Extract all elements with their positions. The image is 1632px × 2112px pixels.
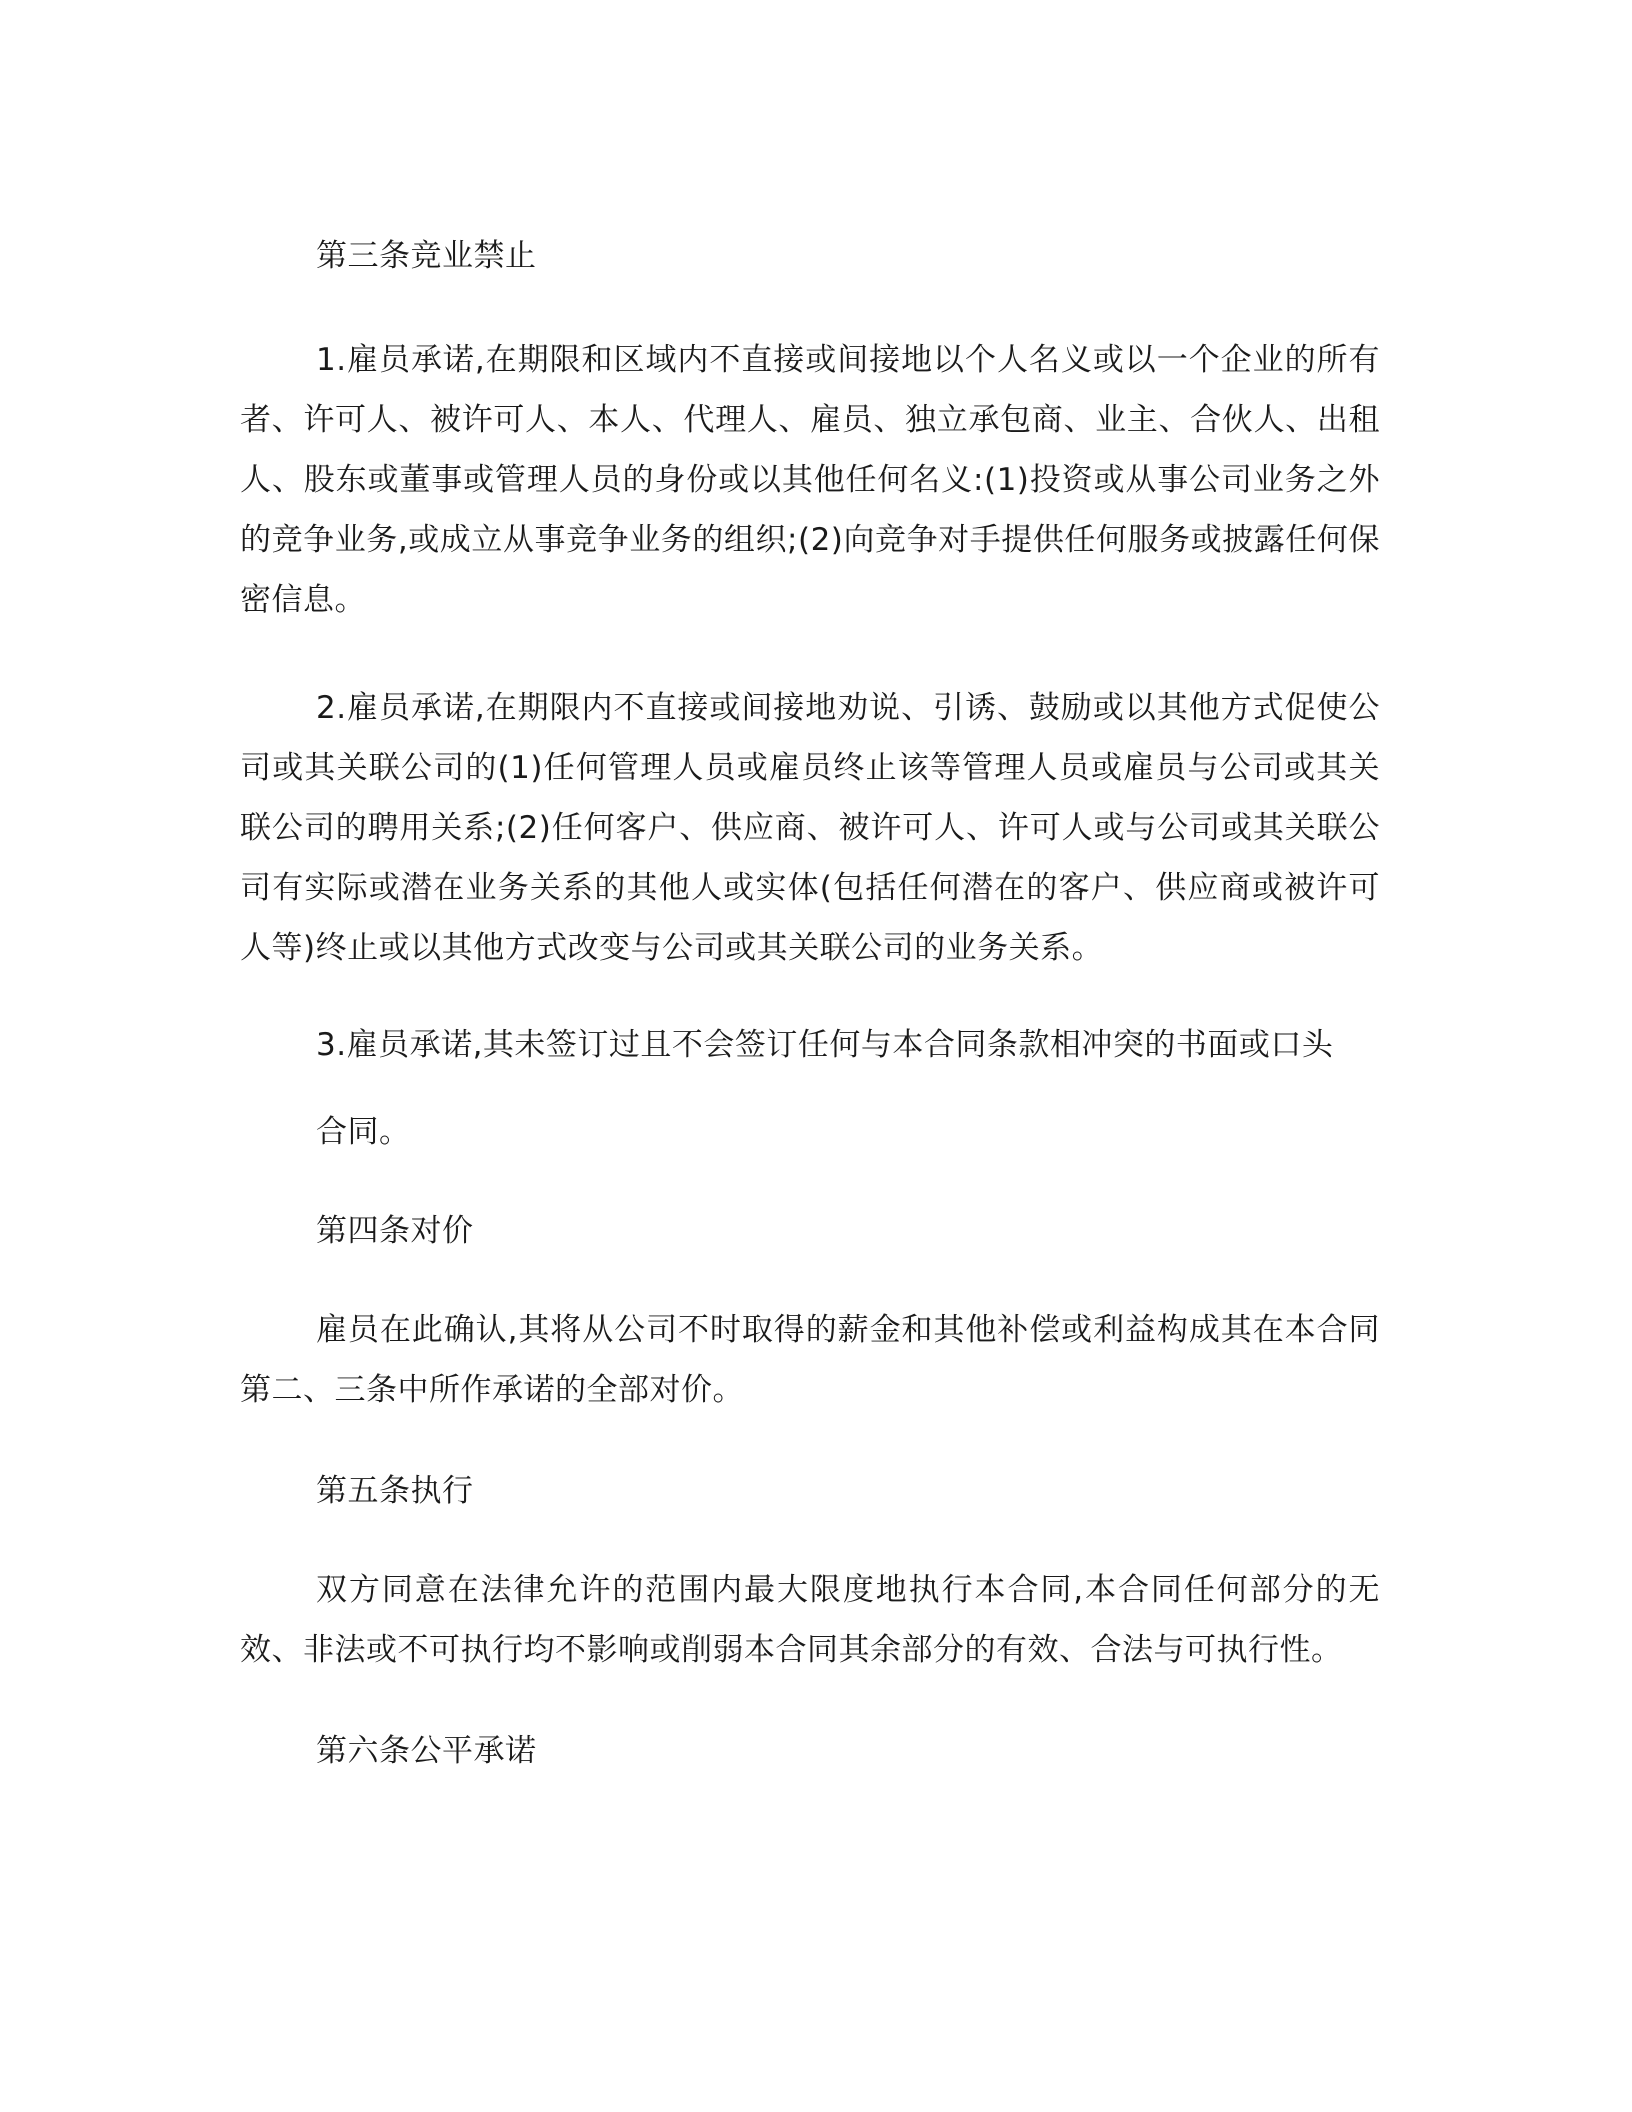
- clause-3-2: 2.雇员承诺,在期限内不直接或间接地劝说、引诱、鼓励或以其他方式促使公司或其关联公司的(1)任何管理人员或雇员终止该等管理人员或雇员与公司或其关联公司的聘用关系;(2)任何客户、供应商、被许可人、许可人或与公司或其关联公司有实际或潜在业务关系的其他人或实体(包括任何潜在的客户、供应商或被许可人等)终止或以其他方式改变与公司或其关联公司的业务关系。: [240, 690, 1380, 966]
- clause-3-3-line1: 3.雇员承诺,其未签订过且不会签订任何与本合同条款相冲突的书面或口头: [316, 1027, 1334, 1063]
- article-6-heading: 第六条公平承诺: [316, 1733, 537, 1769]
- article-3-heading: 第三条竞业禁止: [316, 238, 537, 274]
- clause-3-1: 1.雇员承诺,在期限和区域内不直接或间接地以个人名义或以一个企业的所有者、许可人、被许可人、本人、代理人、雇员、独立承包商、业主、合伙人、出租人、股东或董事或管理人员的身份或以其他任何名义:(1)投资或从事公司业务之外的竞争业务,或成立从事竞争业务的组织;(2)向竞争对手提供任何服务或披露任何保密信息。: [240, 342, 1380, 618]
- clause-3-3-line2: 合同。: [316, 1114, 411, 1150]
- article-5-text: 双方同意在法律允许的范围内最大限度地执行本合同,本合同任何部分的无效、非法或不可执行均不影响或削弱本合同其余部分的有效、合法与可执行性。: [240, 1572, 1380, 1668]
- article-5-heading: 第五条执行: [316, 1473, 474, 1509]
- article-4-text: 雇员在此确认,其将从公司不时取得的薪金和其他补偿或利益构成其在本合同第二、三条中所作承诺的全部对价。: [240, 1312, 1380, 1408]
- article-4-heading: 第四条对价: [316, 1213, 474, 1249]
